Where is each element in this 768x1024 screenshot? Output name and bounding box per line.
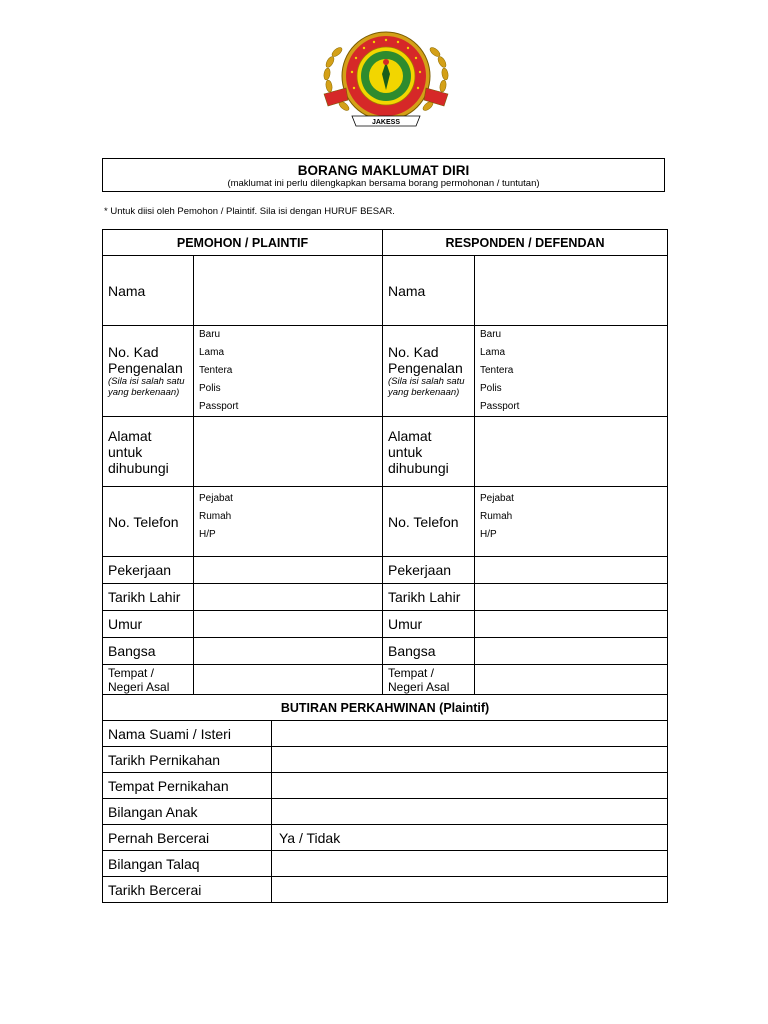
plaintiff-umur-field[interactable]	[194, 611, 383, 638]
form-title-box	[102, 158, 665, 192]
defendant-bangsa-label: Bangsa	[383, 638, 475, 665]
defendant-telefon-label: No. Telefon	[383, 487, 475, 557]
plaintiff-alamat-label: Alamat untuk dihubungi	[103, 417, 194, 487]
defendant-tempat-field[interactable]	[475, 665, 668, 695]
defendant-phone-pejabat: Pejabat	[480, 493, 514, 504]
marriage-row-field[interactable]	[272, 851, 668, 877]
defendant-phone-hp: H/P	[480, 529, 497, 540]
defendant-ic-hint: (Sila isi salah satu yang berkenaan)	[388, 376, 465, 398]
defendant-alamat-field[interactable]	[475, 417, 668, 487]
defendant-telefon-options[interactable]	[475, 487, 668, 557]
marriage-row-label: Tarikh Pernikahan	[103, 747, 272, 773]
marriage-row-field[interactable]	[272, 773, 668, 799]
plaintiff-ic-option-passport: Passport	[199, 401, 239, 412]
pernah-bercerai-field[interactable]: Ya / Tidak	[272, 825, 668, 851]
column-header-plaintiff: PEMOHON / PLAINTIF	[103, 230, 383, 256]
defendant-phone-rumah: Rumah	[480, 511, 513, 522]
defendant-ic-option-polis: Polis	[480, 383, 502, 394]
plaintiff-ic-option-polis: Polis	[199, 383, 221, 394]
plaintiff-tempat-field[interactable]	[194, 665, 383, 695]
plaintiff-ic-hint: (Sila isi salah satu yang berkenaan)	[108, 376, 185, 398]
marriage-row-field[interactable]	[272, 877, 668, 903]
plaintiff-bangsa-field[interactable]	[194, 638, 383, 665]
marriage-row-label: Bilangan Anak	[103, 799, 272, 825]
defendant-ic-label-cell	[383, 326, 475, 417]
plaintiff-ic-label-1: No. Kad	[108, 344, 159, 360]
marriage-row-field[interactable]	[272, 799, 668, 825]
marriage-row-field[interactable]	[272, 721, 668, 747]
plaintiff-umur-label: Umur	[103, 611, 194, 638]
plaintiff-tarikh-lahir-field[interactable]	[194, 584, 383, 611]
plaintiff-telefon-options[interactable]	[194, 487, 383, 557]
defendant-umur-field[interactable]	[475, 611, 668, 638]
marriage-section-title: BUTIRAN PERKAHWINAN (Plaintif)	[103, 695, 668, 721]
marriage-row-field[interactable]	[272, 747, 668, 773]
plaintiff-pekerjaan-label: Pekerjaan	[103, 557, 194, 584]
plaintiff-bangsa-label: Bangsa	[103, 638, 194, 665]
fill-instruction: * Untuk diisi oleh Pemohon / Plaintif. Sila isi dengan HURUF BESAR.	[104, 206, 395, 217]
marriage-row-label: Pernah Bercerai	[103, 825, 272, 851]
defendant-ic-option-tentera: Tentera	[480, 365, 514, 376]
plaintiff-alamat-field[interactable]	[194, 417, 383, 487]
plaintiff-nama-label: Nama	[103, 256, 194, 326]
plaintiff-tempat-label: Tempat / Negeri Asal	[103, 665, 194, 695]
jakess-crest-icon	[318, 22, 454, 134]
jakess-logo	[318, 22, 454, 134]
defendant-umur-label: Umur	[383, 611, 475, 638]
defendant-ic-label-1: No. Kad	[388, 344, 439, 360]
defendant-tarikh-lahir-label: Tarikh Lahir	[383, 584, 475, 611]
personal-details-table	[102, 229, 668, 721]
form-title: BORANG MAKLUMAT DIRI	[297, 163, 470, 178]
defendant-ic-label-2: Pengenalan	[388, 360, 463, 376]
column-header-defendant: RESPONDEN / DEFENDAN	[383, 230, 668, 256]
plaintiff-ic-options[interactable]	[194, 326, 383, 417]
marriage-row-label: Tarikh Bercerai	[103, 877, 272, 903]
plaintiff-ic-option-lama: Lama	[199, 347, 225, 358]
marriage-details-table	[102, 720, 668, 903]
plaintiff-ic-label-2: Pengenalan	[108, 360, 183, 376]
form-subtitle: (maklumat ini perlu dilengkapkan bersama borang permohonan / tuntutan)	[227, 178, 540, 189]
plaintiff-nama-field[interactable]	[194, 256, 383, 326]
plaintiff-phone-pejabat: Pejabat	[199, 493, 233, 504]
plaintiff-ic-option-tentera: Tentera	[199, 365, 233, 376]
defendant-ic-option-baru: Baru	[480, 329, 502, 340]
plaintiff-phone-rumah: Rumah	[199, 511, 232, 522]
defendant-ic-option-lama: Lama	[480, 347, 506, 358]
plaintiff-ic-option-baru: Baru	[199, 329, 221, 340]
defendant-bangsa-field[interactable]	[475, 638, 668, 665]
plaintiff-telefon-label: No. Telefon	[103, 487, 194, 557]
defendant-nama-field[interactable]	[475, 256, 668, 326]
defendant-alamat-label: Alamat untuk dihubungi	[383, 417, 475, 487]
defendant-pekerjaan-field[interactable]	[475, 557, 668, 584]
defendant-ic-option-passport: Passport	[480, 401, 520, 412]
marriage-row-label: Bilangan Talaq	[103, 851, 272, 877]
plaintiff-phone-hp: H/P	[199, 529, 216, 540]
logo-caption: JAKESS	[371, 119, 401, 126]
defendant-pekerjaan-label: Pekerjaan	[383, 557, 475, 584]
defendant-nama-label: Nama	[383, 256, 475, 326]
plaintiff-tarikh-lahir-label: Tarikh Lahir	[103, 584, 194, 611]
marriage-row-label: Tempat Pernikahan	[103, 773, 272, 799]
defendant-tempat-label: Tempat / Negeri Asal	[383, 665, 475, 695]
defendant-ic-options[interactable]	[475, 326, 668, 417]
defendant-tarikh-lahir-field[interactable]	[475, 584, 668, 611]
plaintiff-ic-label-cell	[103, 326, 194, 417]
marriage-row-label: Nama Suami / Isteri	[103, 721, 272, 747]
plaintiff-pekerjaan-field[interactable]	[194, 557, 383, 584]
